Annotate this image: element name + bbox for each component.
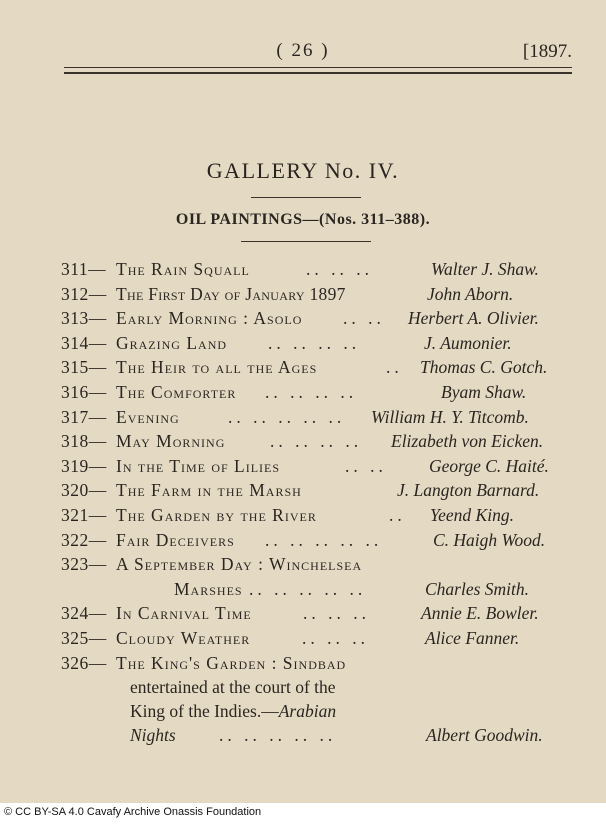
list-item xyxy=(0,628,606,653)
dot-leader: .. .. .. .. xyxy=(268,332,361,353)
list-item xyxy=(0,284,606,309)
list-item xyxy=(0,554,606,579)
entry-number: 319— xyxy=(61,455,107,476)
list-item xyxy=(0,603,606,628)
entry-title: The Farm in the Marsh xyxy=(116,480,302,501)
entry-artist: Byam Shaw. xyxy=(441,381,527,402)
entry-artist: William H. Y. Titcomb. xyxy=(371,406,529,427)
entry-title: The First Day of January 1897 xyxy=(116,283,346,304)
entry-artist: Albert Goodwin. xyxy=(426,725,543,745)
entry-title: Cloudy Weather xyxy=(116,627,251,648)
list-item xyxy=(0,431,606,456)
entry-artist: Alice Fanner. xyxy=(425,627,520,648)
page-year: [1897. xyxy=(522,41,572,62)
entry-artist: Yeend King. xyxy=(430,504,514,525)
list-item xyxy=(0,308,606,333)
list-item xyxy=(0,456,606,481)
entry-number: 322— xyxy=(61,529,107,550)
list-item xyxy=(0,530,606,555)
entry-title: The Rain Squall xyxy=(116,259,250,279)
dot-leader: .. .. .. .. .. xyxy=(265,529,383,550)
entry-artist: George C. Haité. xyxy=(429,455,549,476)
entry-title: Early Morning : Asolo xyxy=(116,308,303,329)
list-item xyxy=(0,333,606,358)
entry-title: The Garden by the River xyxy=(116,504,317,525)
entry-number: 313— xyxy=(61,308,107,329)
entry-326-source: Arabian xyxy=(278,701,337,721)
entry-title: Fair Deceivers xyxy=(116,529,235,550)
entry-title: A September Day : Winchelsea xyxy=(116,554,363,575)
header-double-rule xyxy=(64,67,572,74)
dot-leader: .. .. .. xyxy=(303,603,370,624)
dot-leader: .. xyxy=(386,357,403,378)
entry-number: 318— xyxy=(61,431,107,452)
list-item xyxy=(0,259,606,284)
list-item xyxy=(0,407,606,432)
entry-326-line-2: entertained at the court of the xyxy=(130,677,336,697)
entry-artist: Charles Smith. xyxy=(425,578,530,599)
copyright-footer: © CC BY-SA 4.0 Cavafy Archive Onassis Foundation xyxy=(4,806,262,818)
dot-leader: .. .. .. .. .. xyxy=(219,725,337,745)
entry-artist: Elizabeth von Eicken. xyxy=(391,431,544,452)
entry-326-line-3 xyxy=(130,701,336,722)
entry-number: 314— xyxy=(61,332,107,353)
dot-leader: .. .. .. .. .. xyxy=(249,578,367,599)
list-item xyxy=(0,653,606,678)
entry-title: The Comforter xyxy=(116,381,237,402)
entry-artist: Annie E. Bowler. xyxy=(421,603,539,624)
dot-leader: .. .. .. xyxy=(306,259,373,279)
list-item xyxy=(0,505,606,530)
gallery-title: GALLERY No. IV. xyxy=(206,158,400,183)
entry-title: In the Time of Lilies xyxy=(116,455,281,476)
entry-number: 311— xyxy=(61,259,107,279)
entry-artist: J. Langton Barnard. xyxy=(397,480,540,501)
entry-artist: J. Aumonier. xyxy=(424,332,512,353)
section-rule xyxy=(241,241,371,242)
entry-number: 323— xyxy=(61,554,107,575)
entry-number: 316— xyxy=(61,381,107,402)
entry-title: The Heir to all the Ages xyxy=(116,357,318,378)
dot-leader: .. .. .. .. xyxy=(265,381,358,402)
dot-leader: .. xyxy=(389,504,406,525)
list-item xyxy=(0,357,606,382)
dot-leader: .. .. xyxy=(343,308,385,329)
entry-326-source-cont: Nights xyxy=(130,725,176,745)
page-number: ( 26 ) xyxy=(276,40,330,61)
entry-title: Marshes xyxy=(174,578,243,599)
entry-title: May Morning xyxy=(116,431,226,452)
entry-artist: Herbert A. Olivier. xyxy=(408,308,539,329)
entry-artist: Walter J. Shaw. xyxy=(431,259,539,279)
dot-leader: .. .. .. .. xyxy=(270,431,363,452)
entry-number: 325— xyxy=(61,627,107,648)
entry-number: 315— xyxy=(61,357,107,378)
list-item xyxy=(0,480,606,505)
entry-artist: Thomas C. Gotch. xyxy=(420,357,548,378)
entry-326-subtitle: King of the Indies.— xyxy=(130,701,279,721)
dot-leader: .. .. .. .. .. xyxy=(228,406,346,427)
dot-leader: .. .. xyxy=(345,455,387,476)
entry-title: The King's Garden : Sindbad xyxy=(116,652,347,673)
entry-number: 312— xyxy=(61,283,107,304)
title-rule xyxy=(251,197,361,198)
entry-title: Grazing Land xyxy=(116,332,228,353)
entry-title: Evening xyxy=(116,406,180,427)
entry-artist: John Aborn. xyxy=(427,283,514,304)
running-head xyxy=(0,40,606,66)
entry-number: 324— xyxy=(61,603,107,624)
entry-number: 326— xyxy=(61,652,107,673)
section-title: OIL PAINTINGS—(Nos. 311–388). xyxy=(175,211,431,228)
painting-list xyxy=(0,259,606,677)
entry-number: 320— xyxy=(61,480,107,501)
entry-title: In Carnival Time xyxy=(116,603,252,624)
entry-number: 317— xyxy=(61,406,107,427)
dot-leader: .. .. .. xyxy=(302,627,369,648)
entry-number: 321— xyxy=(61,504,107,525)
entry-artist: C. Haigh Wood. xyxy=(433,529,546,550)
list-item xyxy=(0,382,606,407)
list-item xyxy=(0,579,606,604)
